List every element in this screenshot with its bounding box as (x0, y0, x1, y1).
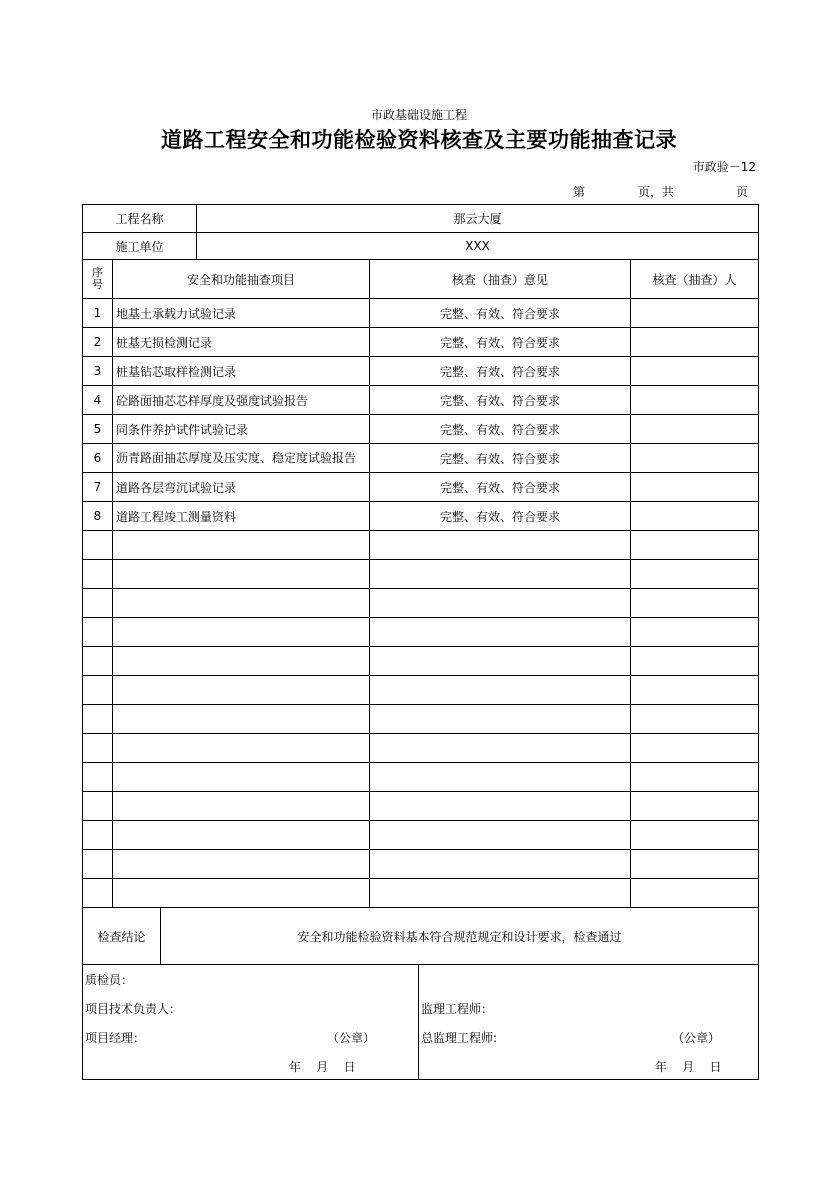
row-person (631, 328, 758, 356)
page-label-di: 第 (573, 185, 586, 199)
row-item: 道路各层弯沉试验记录 (116, 480, 237, 495)
row-item: 桩基钻芯取样检测记录 (116, 364, 237, 379)
row-person (631, 502, 758, 530)
grid-vline (418, 964, 419, 1080)
col-header-item: 安全和功能抽查项目 (186, 272, 295, 287)
grid-hline (82, 588, 759, 589)
grid-hline (82, 617, 759, 618)
row-item: 道路工程竣工测量资料 (116, 509, 237, 524)
project-name-label: 工程名称 (115, 212, 164, 226)
row-item: 地基土承载力试验记录 (116, 306, 237, 321)
chief-supervisor-label: 总监理工程师: (421, 1030, 498, 1045)
grid-hline (82, 733, 759, 734)
row-opinion: 完整、有效、符合要求 (439, 451, 560, 466)
seal-right: （公章） (672, 1030, 721, 1045)
page-label-ye-gong: 页，共 (638, 185, 675, 199)
seal-left: （公章） (327, 1030, 376, 1045)
row-person (631, 386, 758, 414)
row-number: 6 (93, 451, 102, 465)
grid-hline (82, 530, 759, 531)
grid-hline (82, 559, 759, 560)
grid-hline (82, 907, 759, 908)
row-item: 同条件养护试件试验记录 (116, 422, 249, 437)
row-number: 1 (93, 306, 102, 320)
row-opinion: 完整、有效、符合要求 (439, 509, 560, 524)
page-label-ye: 页 (736, 185, 749, 199)
construction-unit-label: 施工单位 (115, 239, 164, 254)
row-opinion: 完整、有效、符合要求 (439, 364, 560, 379)
row-opinion: 完整、有效、符合要求 (439, 306, 560, 321)
row-person (631, 357, 758, 385)
supervisor-label: 监理工程师： (421, 1001, 494, 1016)
row-item: 沥青路面抽芯厚度及压实度、稳定度试验报告 (116, 450, 357, 465)
row-number: 8 (93, 509, 102, 523)
project-name-value: 那云大厦 (453, 212, 502, 226)
grid-hline (82, 762, 759, 763)
row-opinion: 完整、有效、符合要求 (439, 480, 560, 495)
quality-inspector-label: 质检员： (85, 972, 134, 987)
row-item: 桩基无损检测记录 (116, 335, 213, 350)
row-person (631, 299, 758, 327)
project-manager-label: 项目经理： (85, 1030, 146, 1045)
grid-hline (82, 704, 759, 705)
date-left: 年 月 日 (289, 1059, 356, 1074)
grid-hline (82, 791, 759, 792)
tech-lead-label: 项目技术负责人： (85, 1001, 182, 1016)
row-person (631, 444, 758, 472)
row-number: 3 (93, 364, 102, 378)
grid-hline (82, 820, 759, 821)
page-title: 道路工程安全和功能检验资料核查及主要功能抽查记录 (161, 127, 677, 152)
form-number: 市政验－12 (692, 160, 756, 174)
conclusion-text: 安全和功能检验资料基本符合规范规定和设计要求，检查通过 (297, 930, 622, 944)
conclusion-label: 检查结论 (97, 930, 146, 944)
row-number: 7 (93, 480, 102, 494)
row-opinion: 完整、有效、符合要求 (439, 422, 560, 437)
col-header-opinion: 核查（抽查）意见 (451, 272, 548, 287)
grid-hline (82, 849, 759, 850)
grid-hline (82, 675, 759, 676)
row-number: 5 (93, 422, 102, 436)
row-item: 砼路面抽芯芯样厚度及强度试验报告 (116, 393, 309, 408)
row-number: 2 (93, 335, 102, 349)
row-opinion: 完整、有效、符合要求 (439, 335, 560, 350)
row-person (631, 473, 758, 501)
date-right: 年 月 日 (655, 1059, 722, 1074)
subtitle: 市政基础设施工程 (370, 108, 467, 122)
row-opinion: 完整、有效、符合要求 (439, 393, 560, 408)
col-header-seq: 序号 (92, 266, 103, 291)
grid-hline (82, 646, 759, 647)
row-number: 4 (93, 393, 102, 407)
grid-hline (82, 964, 759, 965)
row-person (631, 415, 758, 443)
col-header-person: 核查（抽查）人 (652, 272, 737, 287)
construction-unit-value: XXX (465, 239, 490, 253)
grid-vline (112, 259, 113, 908)
grid-hline (82, 878, 759, 879)
